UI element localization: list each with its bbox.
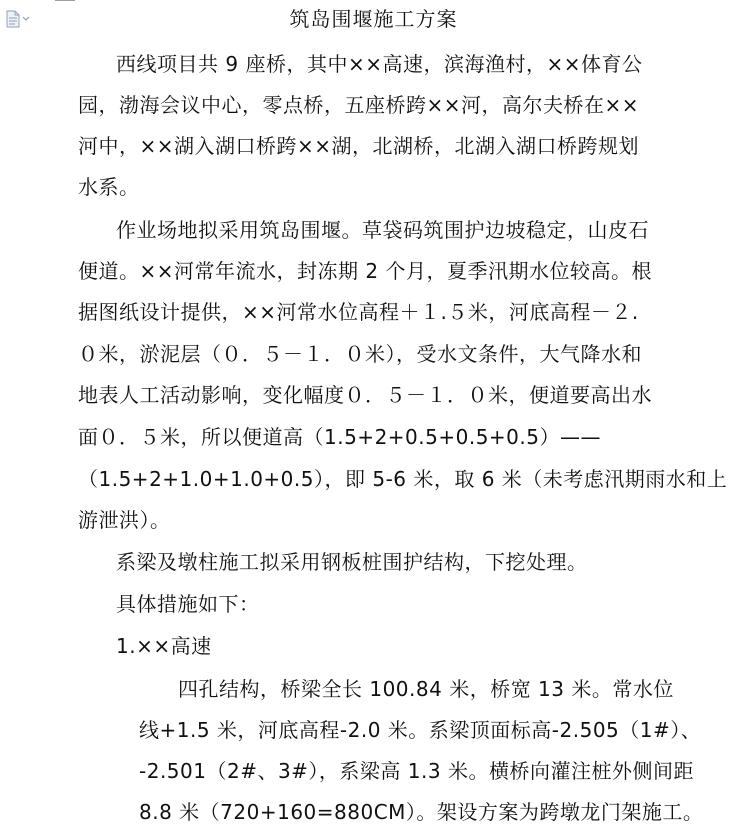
paragraph-line: 线+1.5 米，河底高程-2.0 米。系梁顶面标高-2.505（1#）、 [139, 718, 702, 742]
paragraph-line: 系梁及墩柱施工拟采用钢板桩围护结构，下挖处理。 [116, 550, 588, 574]
paragraph-line: -2.501（2#、3#），系梁高 1.3 米。横桥向灌注桩外侧间距 [139, 759, 694, 783]
paragraph-line: 河中，××湖入湖口桥跨××湖，北湖桥，北湖入湖口桥跨规划 [78, 134, 640, 158]
paragraph-line: 水系。 [78, 175, 140, 199]
paragraph-line: 面０．５米，所以便道高（1.5+2+0.5+0.5+0.5）—— [78, 425, 601, 449]
paragraph-line: 8.8 米（720+160=880CM）。架设方案为跨墩龙门架施工。 [139, 800, 704, 824]
paragraph-line: 具体措施如下： [116, 592, 260, 616]
section-heading: 1.××高速 [116, 634, 212, 658]
paragraph-line: 园，渤海会议中心，零点桥，五座桥跨××河，高尔夫桥在×× [78, 93, 640, 117]
paragraph-line: 作业场地拟采用筑岛围堰。草袋码筑围护边坡稳定，山皮石 [116, 218, 649, 242]
page-corner-line [55, 0, 75, 1]
paragraph-line: 地表人工活动影响，变化幅度０．５－１．０米，便道要高出水 [78, 383, 652, 407]
document-title: 筑岛围堰施工方案 [289, 7, 458, 31]
paragraph-line: 游泄洪）。 [78, 508, 171, 532]
paragraph-line: 西线项目共 9 座桥，其中××高速，滨海渔村，××体育公 [116, 52, 643, 76]
paragraph-line: 便道。××河常年流水，封冻期 2 个月，夏季汛期水位较高。根 [78, 259, 652, 283]
paragraph-line: ０米，淤泥层（０．５－１．０米），受水文条件，大气降水和 [78, 342, 642, 366]
paragraph-line: （1.5+2+1.0+1.0+0.5），即 5-6 米，取 6 米（未考虑汛期雨水和上 [78, 467, 728, 491]
paragraph-line: 据图纸设计提供，××河常水位高程＋１.５米，河底高程－２. [78, 300, 639, 324]
paragraph-line: 四孔结构，桥梁全长 100.84 米，桥宽 13 米。常水位 [178, 677, 674, 701]
